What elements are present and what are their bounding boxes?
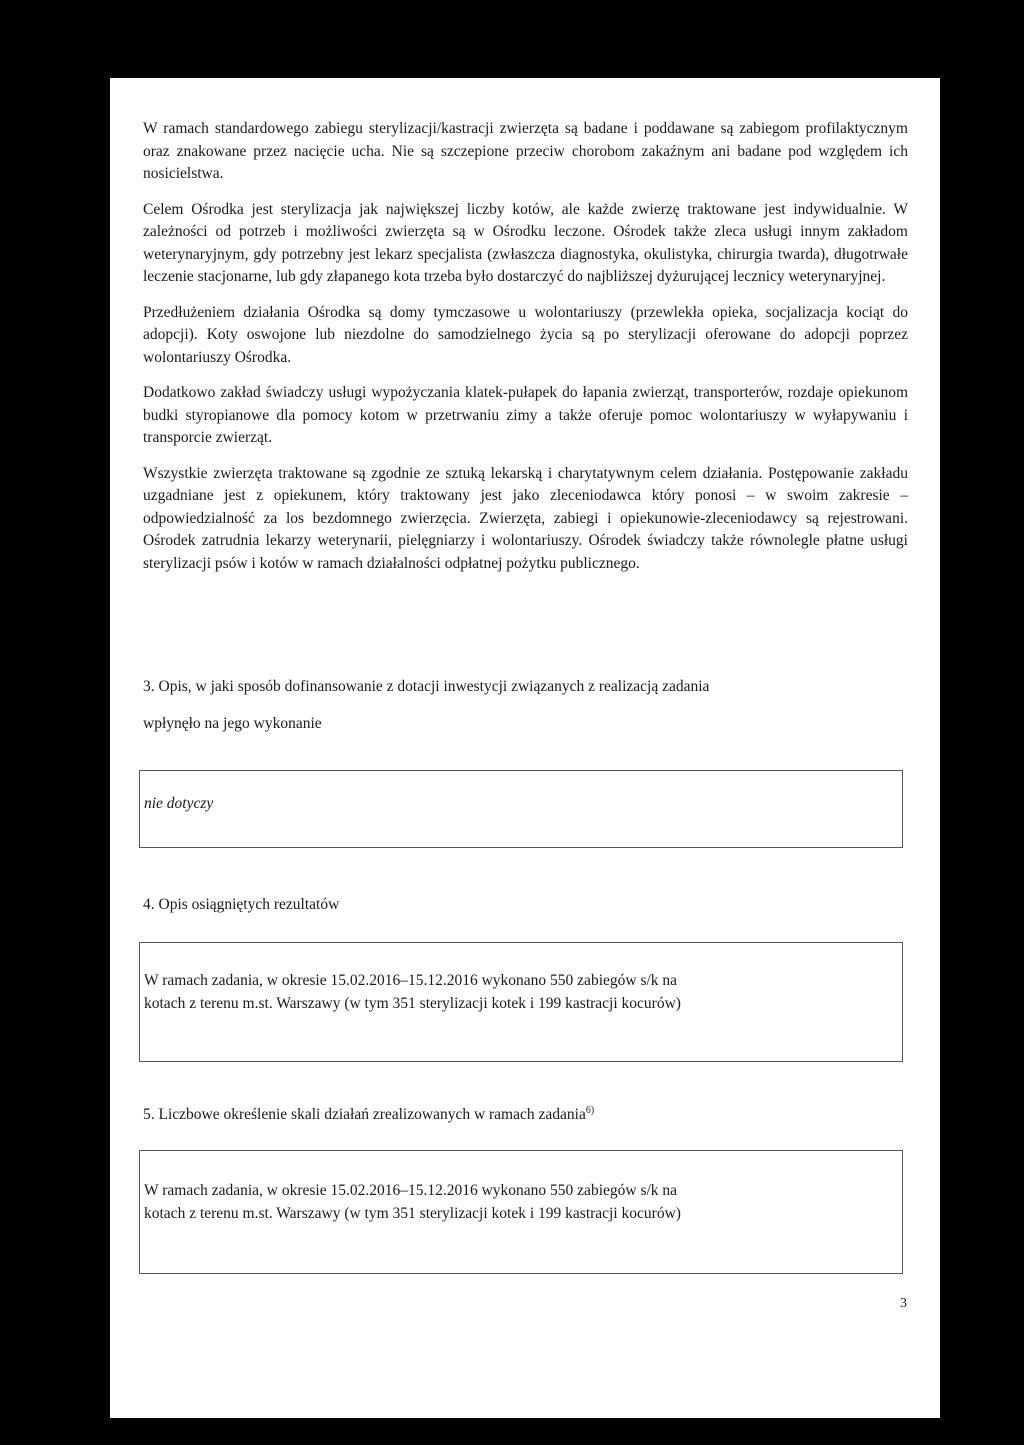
section-5-value-line2: kotach z terenu m.st. Warszawy (w tym 351 sterylizacji kotek i 199 kastracji kocurów) [144,1204,681,1222]
section-5-title: 5. Liczbowe określenie skali działań zrealizowanych w ramach zadania$^{6)}$ [143,1105,595,1124]
document-page [110,78,940,1418]
paragraph-standard-procedure: W ramach standardowego zabiegu sterylizacji/kastracji zwierzęta są badane i poddawane są zabiegom profilaktycznym oraz znakowane przez nacięcie ucha. Nie są szczepione przeciw chorobom zakaźnym ani badane pod względem ich nosicielstwa. [143,120,908,182]
section-5-value-line1: W ramach zadania, w okresie 15.02.2016–15.12.2016 wykonano 550 zabiegów s/k na [144,1182,678,1199]
section-3-title: 3. Opis, w jaki sposób dofinansowanie z dotacji inwestycji związanych z realizacją zadania wpłynęło na jego wykonanie [143,678,710,732]
footnote-marker: 6) [585,1105,595,1116]
section-4-title: 4. Opis osiągniętych rezultatów [143,896,340,913]
page-number: 3 [900,1296,907,1311]
paragraph-treatment: Wszystkie zwierzęta traktowane są zgodnie ze sztuką lekarską i charytatywnym celem działania. Postępowanie zakładu uzgadniane jest z opiekunem, który traktowany jest jako zleceniodawca który ponosi – w swoim zakresie – odpowiedzialność za los bezdomnego zwierzęcia. Zwierzęta, zabiegi i opiekunowie-zleceniodawcy są rejestrowani. Ośrodek zatrudnia lekarzy weterynarii, pielęgniarzy i wolontariuszy. Ośrodek świadczy także równolegle płatne usługi sterylizacji psów i kotów w ramach działalności odpłatnej pożytku publicznego. [143,464,908,572]
body-text [143,118,908,588]
section-4-value-line1: W ramach zadania, w okresie 15.02.2016–15.12.2016 wykonano 550 zabiegów s/k na [144,972,678,989]
section-4-value-box [139,942,903,1062]
section-5-value-box [139,1150,903,1274]
section-3-value: nie dotyczy [144,795,214,812]
paragraph-additional-services: Dodatkowo zakład świadczy usługi wypożyczania klatek-pułapek do łapania zwierząt, transporterów, rozdaje opiekunom budki styropianowe dla pomocy kotom w przetrwaniu zimy a także oferuje pomoc wolontariuszy w wyłapywaniu i transporcie zwierząt. [143,384,908,446]
paragraph-foster-homes: Przedłużeniem działania Ośrodka są domy tymczasowe u wolontariuszy (przewlekła opieka, socjalizacja kociąt do adopcji). Koty oswojone lub niezdolne do samodzielnego życia są po sterylizacji oferowane do adopcji poprzez wolontariuszy Ośrodka. [143,303,908,366]
section-3-value-box [139,770,903,848]
section-4-value-line2: kotach z terenu m.st. Warszawy (w tym 351 sterylizacji kotek i 199 kastracji kocurów) [144,994,681,1012]
paragraph-center-goal: Celem Ośrodka jest sterylizacja jak największej liczby kotów, ale każde zwierzę traktowane jest indywidualnie. W zależności od potrzeb i możliwości zwierzęta są w Ośrodku leczone. Ośrodek także zleca usługi innym zakładom weterynaryjnym, gdy potrzebny jest lekarz specjalista (zwłaszcza diagnostyka, okulistyka, chirurgia twarda), długotrwałe leczenie stacjonarne, lub gdy złapanego kota trzeba było dostarczyć do najbliższej dyżurującej lecznicy weterynaryjnej. [143,200,908,285]
